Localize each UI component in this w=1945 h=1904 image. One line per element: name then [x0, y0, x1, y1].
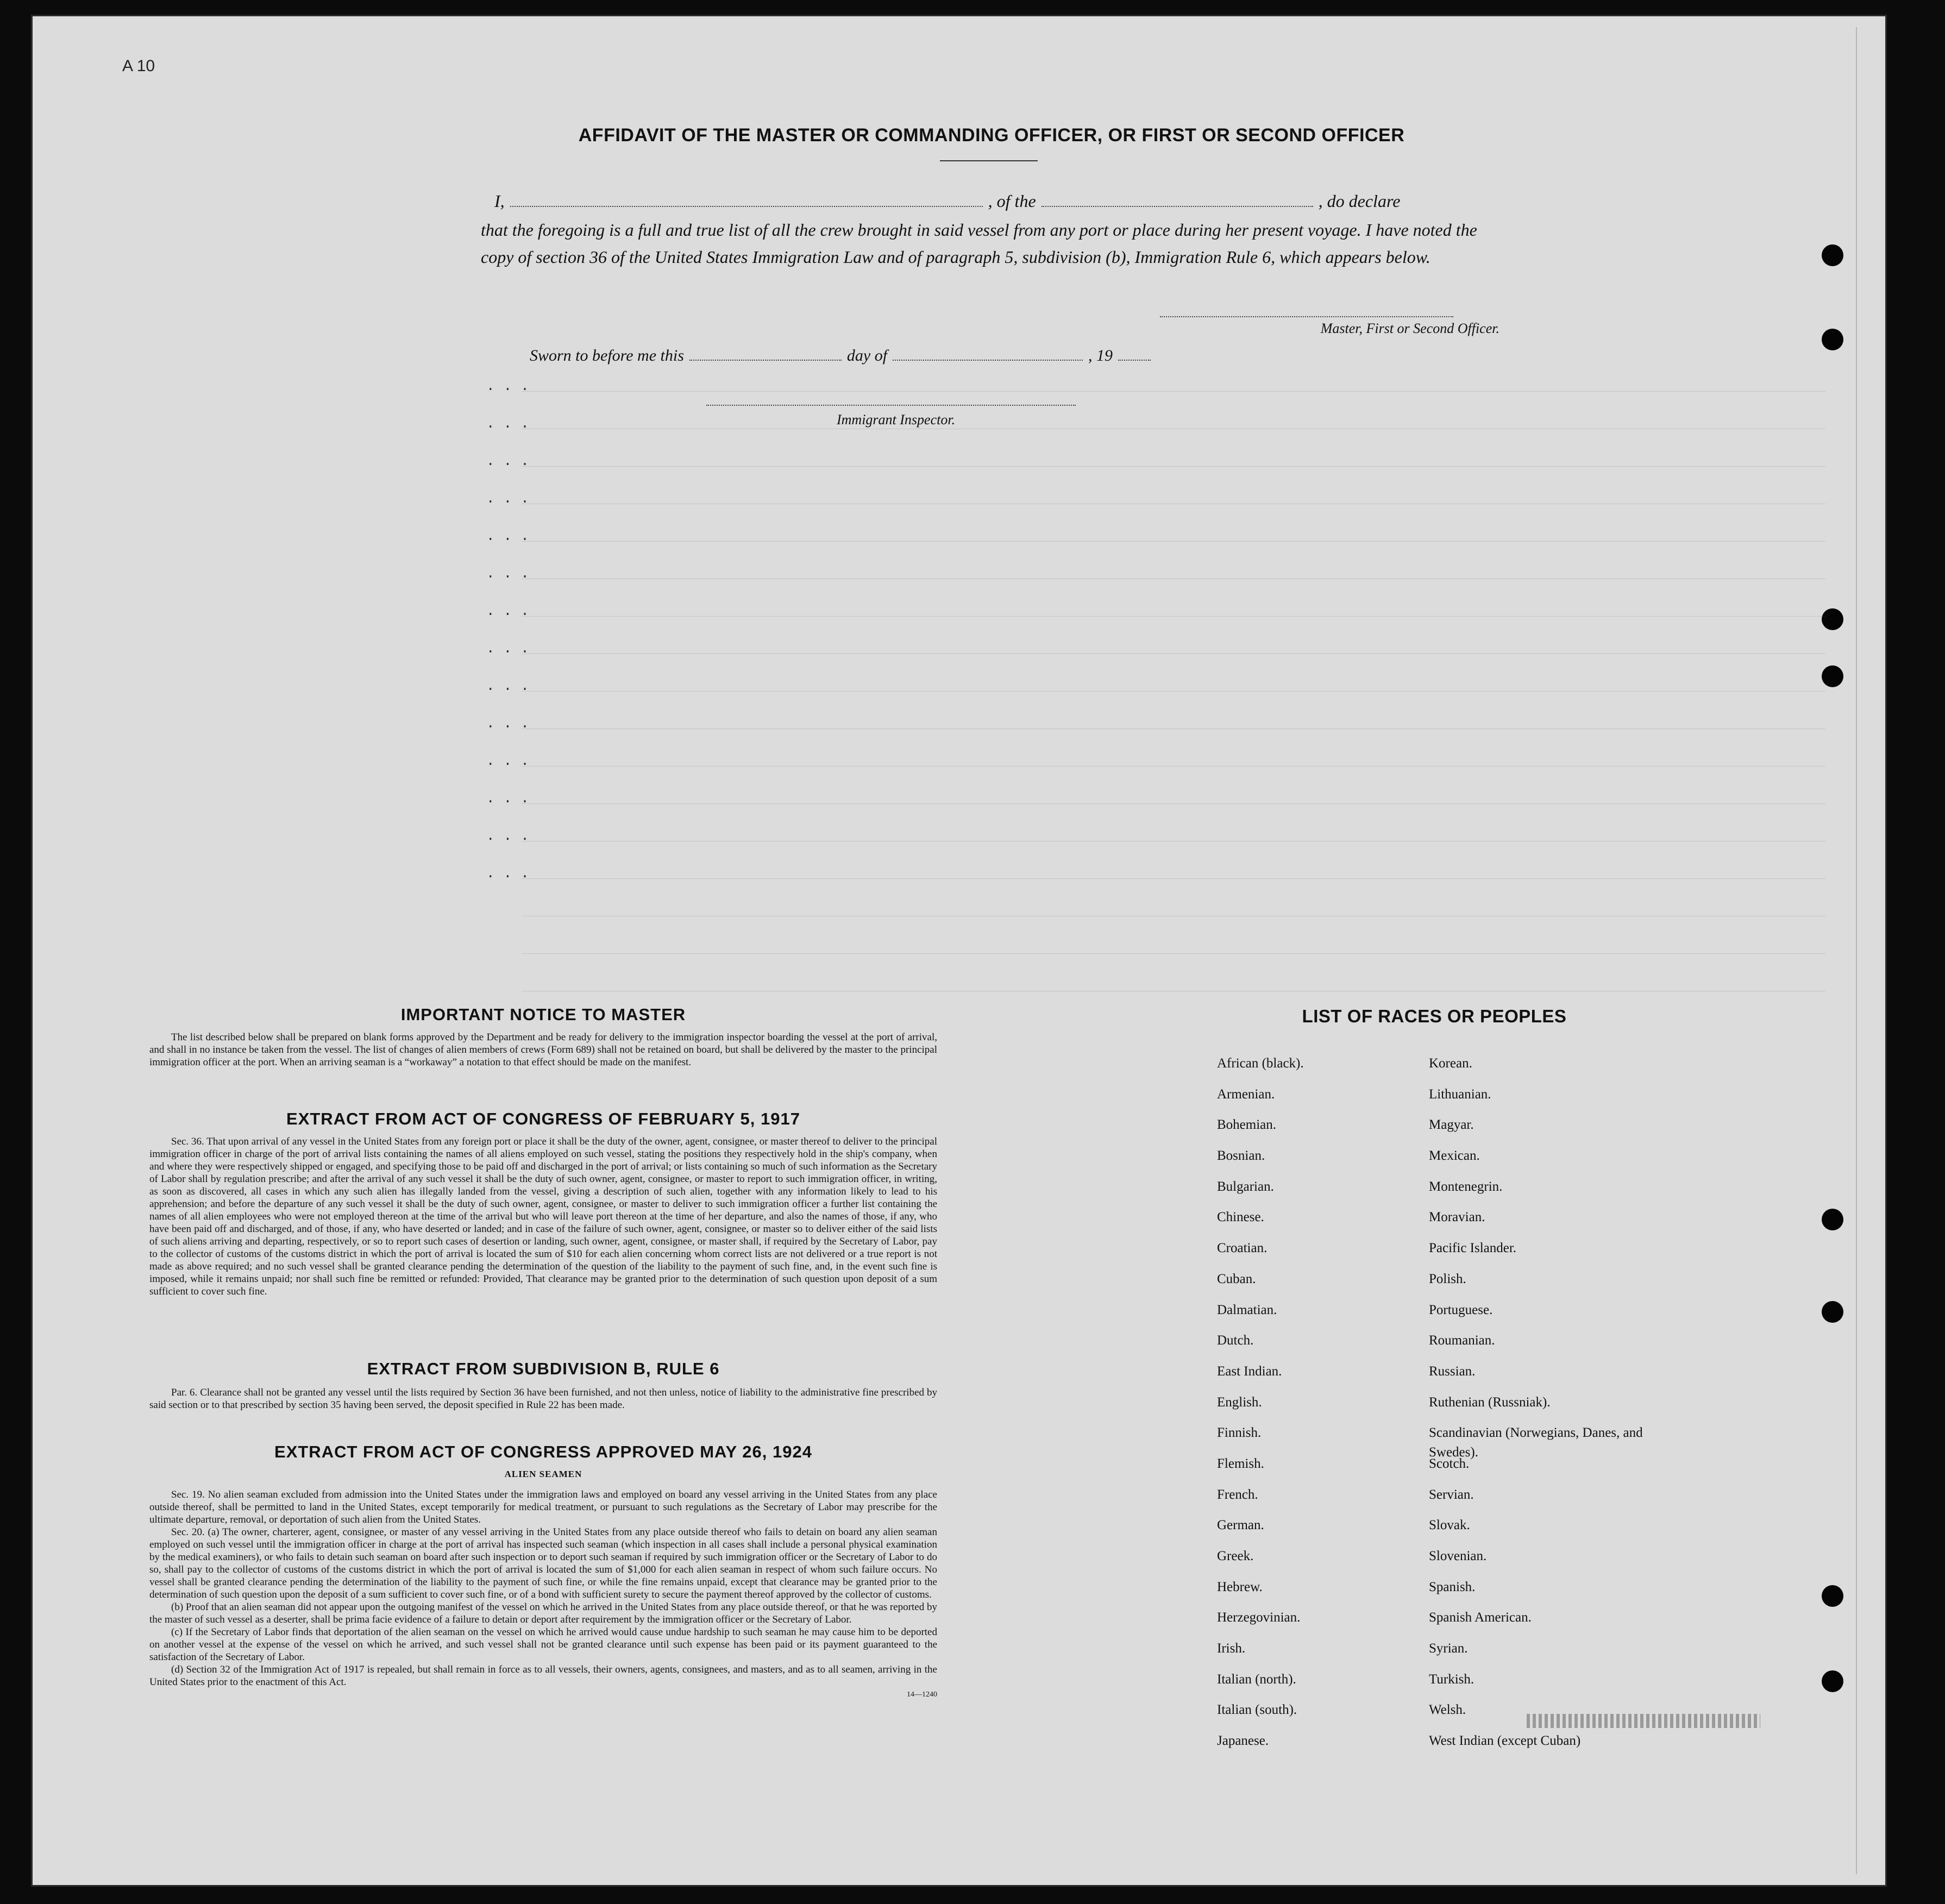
race-item: Scandinavian (Norwegians, Danes, and Swedes).: [1429, 1425, 1643, 1460]
handwritten-scribble: [1527, 1714, 1760, 1728]
race-item: Korean.: [1429, 1056, 1472, 1071]
bleed-through-row: [522, 504, 1825, 513]
sworn-day-blank[interactable]: [689, 345, 842, 361]
extract-rule6-title: EXTRACT FROM SUBDIVISION B, RULE 6: [367, 1359, 720, 1378]
race-item: Herzegovinian.: [1217, 1610, 1301, 1625]
race-item: German.: [1217, 1518, 1264, 1533]
race-item: Russian.: [1429, 1363, 1476, 1379]
bleed-through-row: [522, 841, 1825, 850]
race-item: Servian.: [1429, 1487, 1474, 1502]
bleed-through-row: [522, 916, 1825, 925]
race-item: Bohemian.: [1217, 1117, 1277, 1133]
section-20a-paragraph: Sec. 20. (a) The owner, charterer, agent, consignee, or master of any vessel arriving in the United States from any place outside thereof who fails to detain on board any alien seaman employed on such vessel until the immigration officer in charge at the port of arrival has inspected such seaman (which inspection in all cases shall include a personal physical examination by the medical examiners), or who fails to detain such seaman on board after such inspection or to deport such seaman if required by such immigration officer or the Secretary of Labor to do so, shall pay to the collector of customs of the customs district in which the port of arrival is located the sum of $1,000 for each alien seaman in respect of whom such failure occurs. No vessel shall be granted clearance pending the determination of the liability to the payment of such fine, or while the fine remains unpaid, except that clearance may be granted prior to the determination of such question upon the deposit of a sum sufficient to cover such fine, or of a bond with sufficient surety to secure the payment thereof approved by the collector of customs.: [149, 1526, 937, 1600]
race-item: Roumanian.: [1429, 1333, 1495, 1348]
bleed-through-dots: ...: [486, 828, 538, 844]
inspector-signature-line[interactable]: [706, 405, 1076, 406]
race-item: Greek.: [1217, 1549, 1254, 1563]
bleed-through-row: [522, 653, 1825, 663]
manifest-page: [33, 16, 1885, 1885]
race-item: Bosnian.: [1217, 1148, 1265, 1164]
race-item: Montenegrin.: [1429, 1179, 1503, 1194]
officer-name-blank[interactable]: [510, 192, 983, 207]
affidavit-title: AFFIDAVIT OF THE MASTER OR COMMANDING OFFICER, OR FIRST OR SECOND OFFICER: [578, 125, 1405, 146]
race-item: Croatian.: [1217, 1241, 1268, 1256]
bleed-through-dots: ...: [486, 565, 538, 582]
race-item: African (black).: [1217, 1056, 1304, 1071]
bleed-through-dots: ...: [486, 453, 538, 469]
master-signature-line[interactable]: [1160, 316, 1453, 317]
punch-hole: [1822, 1209, 1843, 1230]
bleed-through-dots: ...: [486, 753, 538, 769]
bleed-through-dots: ...: [486, 416, 538, 432]
bleed-through-row: [522, 728, 1825, 738]
bleed-through-dots: ...: [486, 528, 538, 544]
declaration-do-declare: , do declare: [1318, 191, 1401, 211]
race-item: Turkish.: [1429, 1672, 1475, 1687]
extract-1924-body: [149, 1488, 937, 1701]
race-item: Scotch.: [1429, 1456, 1470, 1471]
bleed-through-row: [522, 466, 1825, 475]
affidavit-declaration-line: [494, 191, 1505, 211]
race-item: Japanese.: [1217, 1733, 1269, 1749]
race-item: Syrian.: [1429, 1641, 1468, 1656]
bleed-through-dots: ...: [486, 715, 538, 732]
section-36-paragraph: Sec. 36. That upon arrival of any vessel in the United States from any foreign port or place it shall be the duty of the owner, agent, consignee, or master thereof to deliver to the principal immigration officer in charge of the port of arrival lists containing the names of all aliens employed on such vessel, stating the positions they respectively hold in the ship's company, when and where they were respectively shipped or engaged, and specifying those to be paid off and discharged in the port of arrival; or lists containing so much of such information as the Secretary of Labor shall by regulation prescribe; and after the arrival of any such vessel it shall be the duty of such owner, agent, consignee, or master to report to such immigration officer, in writing, as soon as discovered, all cases in which any such alien has illegally landed from the vessel, giving a description of such alien, together with any information likely to lead to his apprehension; and before the departure of any such vessel it shall be the duty of such owner, agent, consignee, or master to deliver to such immigration officer a further list containing the names of all alien employees who were not employed thereon at the time of the arrival but who will leave port thereon at the time of her departure, and also the names of those, if any, who have been paid off and discharged, and of those, if any, who have deserted or landed; and in case of the failure of such owner, agent, consignee, or master so to deliver either of the said lists of such aliens arriving and departing, respectively, or so to report such cases of desertion or landing, such owner, agent, consignee, or master shall, if required by the Secretary of Labor, pay to the collector of customs of the customs district in which the port of arrival is located the sum of $10 for each alien concerning whom correct lists are not delivered or a true report is not made as above required; and no such vessel shall be granted clearance pending the determination of the question of the liability to the payment of such fine, and, in the event such fine is imposed, while it remains unpaid; nor shall such fine be remitted or refunded: Provided, That clearance may be granted prior to the determination of such question upon deposit of a sum sufficient to cover such fine.: [149, 1136, 937, 1297]
sworn-year-blank[interactable]: [1118, 345, 1151, 361]
notice-paragraph: The list described below shall be prepared on blank forms approved by the Department and be ready for delivery to the immigration inspector boarding the vessel at the port of arrival, and shall in no instance be taken from the vessel. The list of changes of alien members of crews (Form 689) shall not be retained on board, but shall be delivered by the master to the principal immigration officer at the port. When an arriving seaman is a “workaway” a notation to that effect should be made on the manifest.: [149, 1032, 937, 1068]
race-item: French.: [1217, 1487, 1258, 1502]
bleed-through-row: [522, 953, 1825, 963]
section-20b-paragraph: (b) Proof that an alien seaman did not appear upon the outgoing manifest of the vessel on which he arrived in the United States from any place outside thereof, or that he was reported by the master of such vessel as a deserter, shall be prima facie evidence of a failure to detain or deport after requirement by the immigration officer or the Secretary of Labor.: [149, 1601, 937, 1625]
declaration-of-the: , of the: [988, 191, 1036, 211]
races-list-title: LIST OF RACES OR PEOPLES: [1302, 1006, 1567, 1026]
races-right-column: [1429, 1054, 1690, 1762]
section-20d-paragraph: (d) Section 32 of the Immigration Act of 1917 is repealed, but shall remain in force as to all vessels, their owners, agents, consignees, and masters, and as to all seamen, arriving in the United States prior to the enactment of this Act.: [149, 1664, 937, 1688]
punch-hole: [1822, 665, 1843, 687]
bleed-through-dots: ...: [486, 640, 538, 657]
section-19-paragraph: Sec. 19. No alien seaman excluded from admission into the United States under the immigration laws and employed on board any vessel arriving in the United States from any place outside thereof, shall be permitted to land in the United States, except temporarily for medical treatment, or pursuant to such regulations as the Secretary of Labor may prescribe for the ultimate departure, removal, or deportation of such alien from the United States.: [149, 1489, 937, 1525]
race-item: Flemish.: [1217, 1456, 1264, 1471]
race-item: Slovak.: [1429, 1518, 1470, 1533]
extract-1917-body: [149, 1135, 937, 1298]
race-item: Portuguese.: [1429, 1302, 1493, 1317]
race-item: Italian (north).: [1217, 1672, 1296, 1687]
master-signature-label: Master, First or Second Officer.: [1320, 321, 1499, 336]
punch-hole: [1822, 1670, 1843, 1692]
sworn-year: , 19: [1088, 347, 1113, 365]
bleed-through-dots: ...: [486, 865, 538, 882]
punch-hole: [1822, 1301, 1843, 1323]
punch-hole: [1822, 329, 1843, 350]
title-rule: [940, 160, 1038, 161]
races-left-column: [1217, 1054, 1423, 1762]
notice-title: IMPORTANT NOTICE TO MASTER: [400, 1005, 686, 1024]
alien-seamen-subtitle: ALIEN SEAMEN: [504, 1469, 582, 1479]
race-item: Dutch.: [1217, 1333, 1254, 1348]
punch-hole: [1822, 244, 1843, 266]
sworn-day-of: day of: [846, 347, 888, 365]
race-item: Mexican.: [1429, 1148, 1480, 1164]
bleed-through-row: [522, 616, 1825, 625]
race-item: Chinese.: [1217, 1210, 1264, 1225]
race-item: Lithuanian.: [1429, 1086, 1491, 1102]
bleed-through-row: [522, 691, 1825, 700]
race-item: East Indian.: [1217, 1363, 1282, 1379]
affidavit-paragraph: that the foregoing is a full and true list of all the crew brought in said vessel from any port or place during her present voyage. I have noted the copy of section 36 of the United States Immigration Law and of paragraph 5, subdivision (b), Immigration Rule 6, which appears below.: [481, 220, 1477, 267]
bleed-through-row: [522, 579, 1825, 588]
bleed-through-dots: ...: [486, 678, 538, 694]
sheet-edge: [1856, 27, 1879, 1874]
race-item: Irish.: [1217, 1641, 1246, 1656]
bleed-through-dots: ...: [486, 603, 538, 619]
race-item: Welsh.: [1429, 1702, 1466, 1718]
corner-mark: A 10: [122, 57, 155, 75]
race-item: Moravian.: [1429, 1210, 1485, 1225]
race-item: Magyar.: [1429, 1117, 1474, 1133]
sworn-line: [530, 345, 1236, 365]
rule6-paragraph: Par. 6. Clearance shall not be granted any vessel until the lists required by Section 36 have been furnished, and not then unless, notice of liability to the administrative fine prescribed by said section or to that prescribed by section 35 having been served, the deposit specified in Rule 22 has been made.: [149, 1387, 937, 1411]
bleed-through-row: [522, 541, 1825, 550]
race-item: Hebrew.: [1217, 1579, 1263, 1594]
sworn-prefix: Sworn to before me this: [530, 347, 684, 365]
bleed-through-row: [522, 803, 1825, 813]
race-item: Spanish.: [1429, 1579, 1476, 1594]
bleed-through-dots: ...: [486, 790, 538, 807]
inspector-label: Immigrant Inspector.: [837, 412, 956, 428]
race-item: Slovenian.: [1429, 1549, 1487, 1563]
race-item: Italian (south).: [1217, 1702, 1297, 1718]
vessel-name-blank[interactable]: [1041, 192, 1313, 207]
declaration-i: I,: [494, 191, 505, 211]
race-item: Dalmatian.: [1217, 1302, 1277, 1317]
race-item: West Indian (except Cuban): [1429, 1733, 1581, 1749]
race-item: Spanish American.: [1429, 1610, 1532, 1625]
form-number: 14—1240: [907, 1691, 937, 1699]
bleed-through-dots: ...: [486, 491, 538, 507]
race-item: Bulgarian.: [1217, 1179, 1274, 1194]
bleed-through-row: [522, 991, 1825, 1000]
race-item: Polish.: [1429, 1271, 1466, 1286]
race-item: Pacific Islander.: [1429, 1241, 1517, 1256]
race-item: Armenian.: [1217, 1086, 1275, 1102]
bleed-through-row: [522, 391, 1825, 400]
race-item: Finnish.: [1217, 1425, 1262, 1441]
race-item: English.: [1217, 1394, 1262, 1410]
race-item: Cuban.: [1217, 1271, 1256, 1286]
sworn-month-blank[interactable]: [893, 345, 1083, 361]
bleed-through-row: [522, 766, 1825, 775]
extract-rule6-body: [149, 1386, 937, 1411]
bleed-through-dots: ...: [486, 378, 538, 394]
extract-1917-title: EXTRACT FROM ACT OF CONGRESS OF FEBRUARY 5, 1917: [286, 1109, 800, 1128]
race-item: Ruthenian (Russniak).: [1429, 1394, 1551, 1410]
punch-hole: [1822, 1585, 1843, 1607]
extract-1924-title: EXTRACT FROM ACT OF CONGRESS APPROVED MAY 26, 1924: [274, 1442, 812, 1461]
bleed-through-row: [522, 429, 1825, 438]
bleed-through-row: [522, 878, 1825, 888]
notice-body: [149, 1031, 937, 1069]
section-20c-paragraph: (c) If the Secretary of Labor finds that deportation of the alien seaman on the vessel on which he arrived would cause undue hardship to such seaman he may cause him to be deported on another vessel at the expense of the vessel on which he arrived, and such vessel shall not be granted clearance until such expense has been paid or its payment guaranteed to the satisfaction of the Secretary of Labor.: [149, 1626, 937, 1663]
